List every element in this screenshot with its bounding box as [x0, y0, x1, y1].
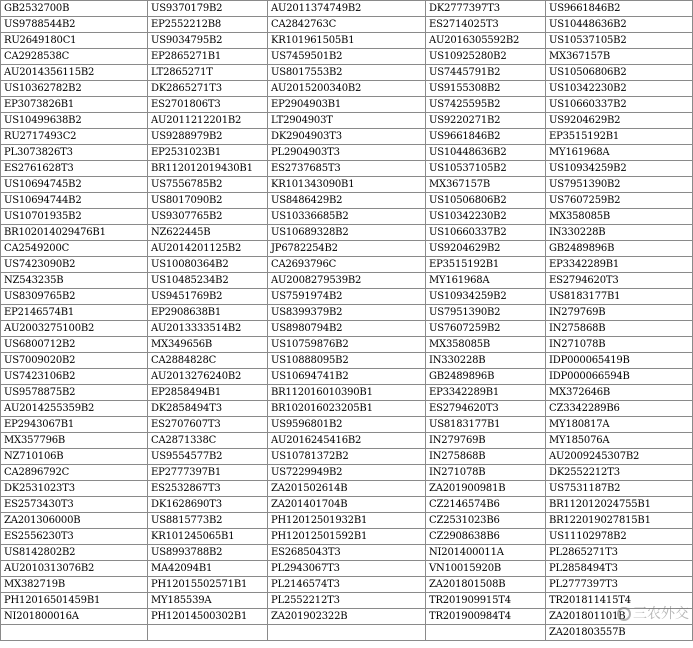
table-cell: US9788544B2: [1, 17, 148, 33]
table-row: [1, 145, 693, 161]
table-cell: US7423090B2: [1, 257, 148, 273]
table-row: [1, 17, 693, 33]
table-cell: PL2865271T3: [546, 545, 693, 561]
table-cell: DK2777397T3: [426, 1, 546, 17]
table-cell: AU2013276240B2: [148, 369, 268, 385]
table-cell: US7951390B2: [426, 305, 546, 321]
table-cell: US7591974B2: [268, 289, 426, 305]
table-cell: PL3073826T3: [1, 145, 148, 161]
table-cell: ES2714025T3: [426, 17, 546, 33]
table-cell: AU2014201125B2: [148, 241, 268, 257]
table-cell: US10506806B2: [426, 193, 546, 209]
table-cell: MA42094B1: [148, 561, 268, 577]
table-cell: IN330228B: [426, 353, 546, 369]
table-cell: US9596801B2: [268, 417, 426, 433]
table-cell: US9554577B2: [148, 449, 268, 465]
table-cell: MX382719B: [1, 577, 148, 593]
table-cell: EP2777397B1: [148, 465, 268, 481]
table-cell: GB2489896B: [426, 369, 546, 385]
table-cell: AU2003275100B2: [1, 321, 148, 337]
table-cell: PH12012501592B1: [268, 529, 426, 545]
table-cell: DK2552212T3: [546, 465, 693, 481]
table-row: [1, 241, 693, 257]
table-cell: PL2904903T3: [268, 145, 426, 161]
table-row: [1, 161, 693, 177]
table-row: [1, 481, 693, 497]
table-cell: PL2858494T3: [546, 561, 693, 577]
table-cell: ZA201803557B: [546, 625, 693, 641]
table-row: [1, 561, 693, 577]
table-cell: US7951390B2: [546, 177, 693, 193]
table-cell: AU2008279539B2: [268, 273, 426, 289]
table-cell: MY161968A: [426, 273, 546, 289]
table-row: [1, 49, 693, 65]
table-row: [1, 81, 693, 97]
table-cell: CZ2908638B6: [426, 529, 546, 545]
table-cell: US9370179B2: [148, 1, 268, 17]
table-cell: IN275868B: [426, 449, 546, 465]
table-cell: US6800712B2: [1, 337, 148, 353]
table-row: [1, 65, 693, 81]
table-row: [1, 609, 693, 625]
table-cell: TR201811415T4: [546, 593, 693, 609]
table-cell: US7425595B2: [426, 97, 546, 113]
table-row: [1, 497, 693, 513]
table-cell: DK1628690T3: [148, 497, 268, 513]
table-cell: ES2685043T3: [268, 545, 426, 561]
table-cell: US10506806B2: [546, 65, 693, 81]
table-cell: IN275868B: [546, 321, 693, 337]
table-cell: LT2865271T: [148, 65, 268, 81]
table-cell: NI201400011A: [426, 545, 546, 561]
table-cell: ZA201900981B: [426, 481, 546, 497]
table-cell: DK2531023T3: [1, 481, 148, 497]
table-cell: CA2549200C: [1, 241, 148, 257]
table-cell: US7423106B2: [1, 369, 148, 385]
table-cell: CA2928538C: [1, 49, 148, 65]
table-row: [1, 193, 693, 209]
table-cell: PH12015502571B1: [148, 577, 268, 593]
table-cell: NZ622445B: [148, 225, 268, 241]
table-cell: ES2794620T3: [546, 273, 693, 289]
table-row: [1, 33, 693, 49]
table-cell: DK2858494T3: [148, 401, 268, 417]
table-cell: US8183177B1: [546, 289, 693, 305]
table-cell: EP2552212B8: [148, 17, 268, 33]
table-cell: [426, 625, 546, 641]
table-cell: US9155308B2: [426, 81, 546, 97]
table-cell: MX358085B: [426, 337, 546, 353]
table-cell: EP2865271B1: [148, 49, 268, 65]
table-cell: US8399379B2: [268, 305, 426, 321]
table-cell: PH12012501932B1: [268, 513, 426, 529]
table-cell: US10342230B2: [426, 209, 546, 225]
table-cell: ES2761628T3: [1, 161, 148, 177]
table-cell: TR201900984T4: [426, 609, 546, 625]
table-cell: RU2649180C1: [1, 33, 148, 49]
table-row: [1, 417, 693, 433]
table-cell: [268, 625, 426, 641]
table-cell: US9578875B2: [1, 385, 148, 401]
table-cell: US8183177B1: [426, 417, 546, 433]
table-row: [1, 625, 693, 641]
table-cell: MX367157B: [546, 49, 693, 65]
table-cell: US9034795B2: [148, 33, 268, 49]
table-cell: US10342230B2: [546, 81, 693, 97]
table-cell: IN271078B: [426, 465, 546, 481]
table-cell: [1, 625, 148, 641]
table-cell: IDP000065419B: [546, 353, 693, 369]
table-row: [1, 177, 693, 193]
table-row: [1, 401, 693, 417]
table-cell: GB2532700B: [1, 1, 148, 17]
table-cell: EP3515192B1: [426, 257, 546, 273]
table-cell: US10362782B2: [1, 81, 148, 97]
table-cell: BR102016023205B1: [268, 401, 426, 417]
table-cell: US9220271B2: [426, 113, 546, 129]
table-cell: US7556785B2: [148, 177, 268, 193]
table-cell: DK2904903T3: [268, 129, 426, 145]
table-cell: ZA201502614B: [268, 481, 426, 497]
table-cell: ES2737685T3: [268, 161, 426, 177]
table-cell: IDP000066594B: [546, 369, 693, 385]
table-cell: EP2858494B1: [148, 385, 268, 401]
table-cell: GB2489896B: [546, 241, 693, 257]
table-cell: US10660337B2: [546, 97, 693, 113]
table-cell: CA2896792C: [1, 465, 148, 481]
table-cell: US8993788B2: [148, 545, 268, 561]
table-cell: US9451769B2: [148, 289, 268, 305]
table-cell: US8486429B2: [268, 193, 426, 209]
table-cell: RU2717493C2: [1, 129, 148, 145]
table-cell: CA2884828C: [148, 353, 268, 369]
table-cell: PL2552212T3: [268, 593, 426, 609]
table-cell: MX358085B: [546, 209, 693, 225]
table-cell: US7009020B2: [1, 353, 148, 369]
table-cell: AU2009245307B2: [546, 449, 693, 465]
table-cell: ES2573430T3: [1, 497, 148, 513]
table-row: [1, 577, 693, 593]
table-row: [1, 337, 693, 353]
table-cell: US9661846B2: [546, 1, 693, 17]
table-cell: IN279769B: [426, 433, 546, 449]
table-row: [1, 353, 693, 369]
table-cell: EP2904903B1: [268, 97, 426, 113]
table-cell: AU2016245416B2: [268, 433, 426, 449]
table-cell: IN279769B: [546, 305, 693, 321]
table-cell: EP2531023B1: [148, 145, 268, 161]
table-row: [1, 225, 693, 241]
table-cell: US8980794B2: [268, 321, 426, 337]
table-cell: ES2794620T3: [426, 401, 546, 417]
table-cell: KR101245065B1: [148, 529, 268, 545]
table-row: [1, 321, 693, 337]
table-cell: CZ2531023B6: [426, 513, 546, 529]
table-row: [1, 257, 693, 273]
table-cell: CA2693796C: [268, 257, 426, 273]
table-cell: EP2146574B1: [1, 305, 148, 321]
table-cell: AU2011374749B2: [268, 1, 426, 17]
table-row: [1, 593, 693, 609]
table-row: [1, 97, 693, 113]
table-cell: US10759876B2: [268, 337, 426, 353]
table-cell: ZA201801101B: [546, 609, 693, 625]
table-cell: AU2010313076B2: [1, 561, 148, 577]
table-cell: EP3073826B1: [1, 97, 148, 113]
table-cell: ES2532867T3: [148, 481, 268, 497]
table-cell: US9661846B2: [426, 129, 546, 145]
table-cell: MX367157B: [426, 177, 546, 193]
table-cell: MX349656B: [148, 337, 268, 353]
table-cell: VN10015920B: [426, 561, 546, 577]
table-row: [1, 369, 693, 385]
table-cell: US10448636B2: [546, 17, 693, 33]
table-cell: JP6782254B2: [268, 241, 426, 257]
table-cell: BR102014029476B1: [1, 225, 148, 241]
table-cell: KR101343090B1: [268, 177, 426, 193]
table-cell: US7229949B2: [268, 465, 426, 481]
table-cell: EP2943067B1: [1, 417, 148, 433]
table-cell: ZA201801508B: [426, 577, 546, 593]
table-cell: US10537105B2: [546, 33, 693, 49]
table-cell: ES2556230T3: [1, 529, 148, 545]
table-cell: US10934259B2: [546, 161, 693, 177]
table-cell: US8309765B2: [1, 289, 148, 305]
table-cell: LT2904903T: [268, 113, 426, 129]
table-row: [1, 513, 693, 529]
table-cell: MY185076A: [546, 433, 693, 449]
table-body: [1, 1, 693, 641]
table-cell: US8815773B2: [148, 513, 268, 529]
table-cell: US10336685B2: [268, 209, 426, 225]
table-cell: MY180817A: [546, 417, 693, 433]
table-cell: MY185539A: [148, 593, 268, 609]
table-cell: US9204629B2: [426, 241, 546, 257]
table-cell: BR112012024755B1: [546, 497, 693, 513]
table-cell: US9204629B2: [546, 113, 693, 129]
table-row: [1, 385, 693, 401]
table-cell: US7607259B2: [426, 321, 546, 337]
table-row: [1, 545, 693, 561]
table-cell: US10660337B2: [426, 225, 546, 241]
table-cell: US10781372B2: [268, 449, 426, 465]
table-cell: US10485234B2: [148, 273, 268, 289]
table-cell: US10694745B2: [1, 177, 148, 193]
table-cell: NZ710106B: [1, 449, 148, 465]
table-row: [1, 465, 693, 481]
table-cell: PH12014500302B1: [148, 609, 268, 625]
table-row: [1, 449, 693, 465]
table-row: [1, 129, 693, 145]
table-row: [1, 433, 693, 449]
table-cell: US7459501B2: [268, 49, 426, 65]
table-cell: NI201800016A: [1, 609, 148, 625]
table-cell: US7445791B2: [426, 65, 546, 81]
table-cell: CZ2146574B6: [426, 497, 546, 513]
table-cell: US7531187B2: [546, 481, 693, 497]
table-cell: PL2777397T3: [546, 577, 693, 593]
table-cell: EP3342289B1: [426, 385, 546, 401]
table-cell: [148, 625, 268, 641]
table-cell: US10499638B2: [1, 113, 148, 129]
watermark-text: 三农外交: [633, 606, 689, 622]
table-cell: US10689328B2: [268, 225, 426, 241]
table-cell: CZ3342289B6: [546, 401, 693, 417]
table-cell: AU2014255359B2: [1, 401, 148, 417]
table-cell: ES2707607T3: [148, 417, 268, 433]
table-cell: AU2013333514B2: [148, 321, 268, 337]
table-cell: US8142802B2: [1, 545, 148, 561]
table-row: [1, 289, 693, 305]
table-cell: ZA201401704B: [268, 497, 426, 513]
table-cell: US10888095B2: [268, 353, 426, 369]
table-row: [1, 1, 693, 17]
table-row: [1, 305, 693, 321]
table-cell: EP3515192B1: [546, 129, 693, 145]
table-cell: US11102978B2: [546, 529, 693, 545]
table-cell: CA2871338C: [148, 433, 268, 449]
table-cell: AU2015200340B2: [268, 81, 426, 97]
table-cell: TR201909915T4: [426, 593, 546, 609]
table-cell: ZA201306000B: [1, 513, 148, 529]
table-cell: US10537105B2: [426, 161, 546, 177]
table-row: [1, 273, 693, 289]
table-cell: US10701935B2: [1, 209, 148, 225]
table-cell: US8017090B2: [148, 193, 268, 209]
table-cell: AU2011212201B2: [148, 113, 268, 129]
table-cell: EP3342289B1: [546, 257, 693, 273]
table-cell: NZ543235B: [1, 273, 148, 289]
table-cell: US10925280B2: [426, 49, 546, 65]
table-cell: BR122019027815B1: [546, 513, 693, 529]
table-cell: MY161968A: [546, 145, 693, 161]
table-cell: IN271078B: [546, 337, 693, 353]
table-cell: IN330228B: [546, 225, 693, 241]
table-row: [1, 209, 693, 225]
table-cell: US8017553B2: [268, 65, 426, 81]
table-cell: MX357796B: [1, 433, 148, 449]
table-cell: US10080364B2: [148, 257, 268, 273]
table-cell: BR112012019430B1: [148, 161, 268, 177]
table-cell: US9307765B2: [148, 209, 268, 225]
table-cell: KR101961505B1: [268, 33, 426, 49]
table-cell: AU2014356115B2: [1, 65, 148, 81]
table-cell: BR112016010390B1: [268, 385, 426, 401]
table-cell: PL2943067T3: [268, 561, 426, 577]
table-cell: MX372646B: [546, 385, 693, 401]
table-cell: US10694744B2: [1, 193, 148, 209]
table-cell: US10448636B2: [426, 145, 546, 161]
table-cell: EP2908638B1: [148, 305, 268, 321]
table-cell: ZA201902322B: [268, 609, 426, 625]
table-cell: ES2701806T3: [148, 97, 268, 113]
table-cell: PL2146574T3: [268, 577, 426, 593]
table-cell: CA2842763C: [268, 17, 426, 33]
table-cell: DK2865271T3: [148, 81, 268, 97]
table-cell: US7607259B2: [546, 193, 693, 209]
table-cell: US10934259B2: [426, 289, 546, 305]
table-row: [1, 113, 693, 129]
table-cell: AU2016305592B2: [426, 33, 546, 49]
table-cell: PH12016501459B1: [1, 593, 148, 609]
table-cell: US9288979B2: [148, 129, 268, 145]
table-row: [1, 529, 693, 545]
table-cell: US10694741B2: [268, 369, 426, 385]
